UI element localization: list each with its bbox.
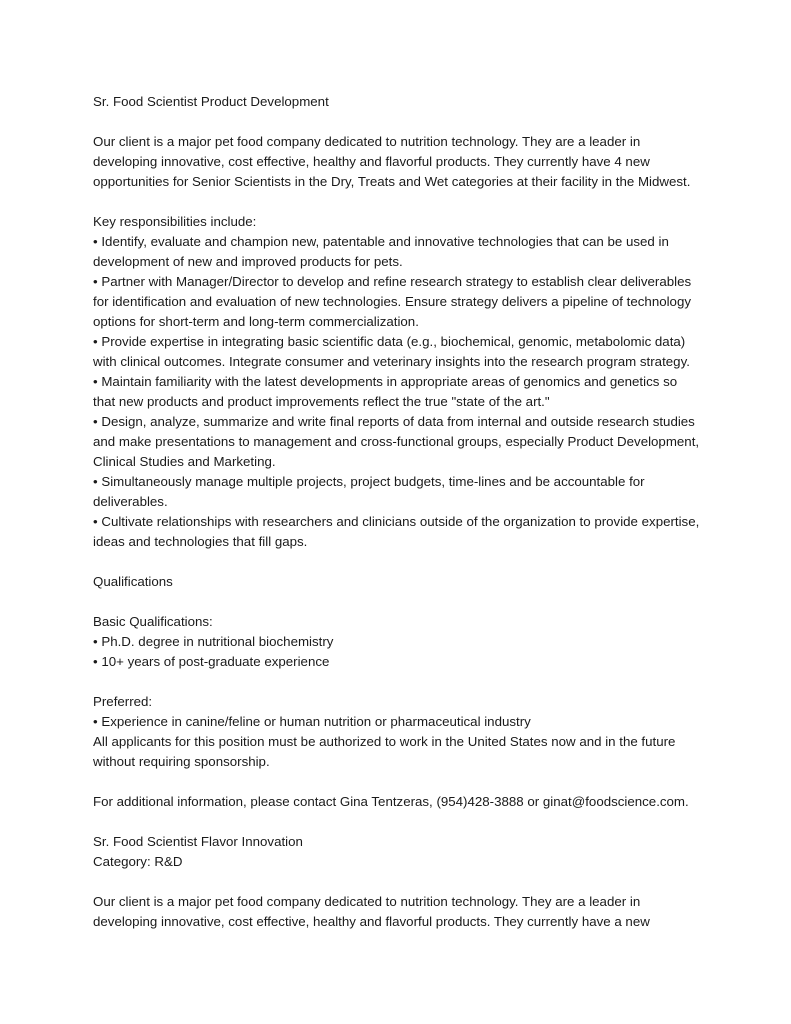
- responsibility-line: for identification and evaluation of new technologies. Ensure strategy delivers a pipeline of technology: [93, 294, 691, 309]
- spacer: [93, 672, 713, 692]
- spacer: [93, 772, 713, 792]
- contact-line: For additional information, please contact Gina Tentzeras, (954)428-3888 or ginat@foodscience.com.: [93, 794, 689, 809]
- spacer: [93, 872, 713, 892]
- basic-qualifications-heading: Basic Qualifications:: [93, 614, 213, 629]
- responsibility-line: options for short-term and long-term commercialization.: [93, 314, 419, 329]
- intro-line: Our client is a major pet food company dedicated to nutrition technology. They are a leader in: [93, 134, 641, 149]
- responsibility-line: • Maintain familiarity with the latest developments in appropriate areas of genomics and genetics so: [93, 374, 678, 389]
- responsibility-line: with clinical outcomes. Integrate consumer and veterinary insights into the research program strategy.: [93, 354, 690, 369]
- responsibility-line: Clinical Studies and Marketing.: [93, 454, 276, 469]
- spacer: [93, 192, 713, 212]
- preferred-item: All applicants for this position must be authorized to work in the United States now and in the future: [93, 734, 676, 749]
- responsibilities-heading: Key responsibilities include:: [93, 214, 257, 229]
- basic-qualification-item: • Ph.D. degree in nutritional biochemistry: [93, 634, 334, 649]
- job-title-flavor-innovation: Sr. Food Scientist Flavor Innovation: [93, 834, 303, 849]
- spacer: [93, 592, 713, 612]
- preferred-item: • Experience in canine/feline or human nutrition or pharmaceutical industry: [93, 714, 531, 729]
- responsibility-line: development of new and improved products for pets.: [93, 254, 403, 269]
- responsibility-line: deliverables.: [93, 494, 168, 509]
- preferred-item: without requiring sponsorship.: [93, 754, 270, 769]
- responsibility-line: and make presentations to management and cross-functional groups, especially Product Development,: [93, 434, 700, 449]
- intro-line: opportunities for Senior Scientists in the Dry, Treats and Wet categories at their facility in the Midwest.: [93, 174, 691, 189]
- responsibility-line: • Partner with Manager/Director to develop and refine research strategy to establish clear deliverables: [93, 274, 692, 289]
- spacer: [93, 552, 713, 572]
- responsibility-line: ideas and technologies that fill gaps.: [93, 534, 308, 549]
- responsibility-line: • Design, analyze, summarize and write final reports of data from internal and outside research studies: [93, 414, 695, 429]
- job-title-product-development: Sr. Food Scientist Product Development: [93, 94, 329, 109]
- responsibility-line: • Identify, evaluate and champion new, patentable and innovative technologies that can be used in: [93, 234, 669, 249]
- spacer: [93, 812, 713, 832]
- responsibility-line: • Simultaneously manage multiple projects, project budgets, time-lines and be accountable for: [93, 474, 645, 489]
- intro-line: Our client is a major pet food company dedicated to nutrition technology. They are a leader in: [93, 894, 641, 909]
- category-line: Category: R&D: [93, 854, 183, 869]
- responsibility-line: that new products and product improvements reflect the true "state of the art.": [93, 394, 550, 409]
- spacer: [93, 112, 713, 132]
- document-page: [93, 92, 713, 932]
- qualifications-heading: Qualifications: [93, 574, 173, 589]
- intro-line: developing innovative, cost effective, healthy and flavorful products. They currently have 4 new: [93, 154, 650, 169]
- basic-qualification-item: • 10+ years of post-graduate experience: [93, 654, 330, 669]
- responsibility-line: • Provide expertise in integrating basic scientific data (e.g., biochemical, genomic, metabolomic data): [93, 334, 686, 349]
- intro-line: developing innovative, cost effective, healthy and flavorful products. They currently have a new: [93, 914, 650, 929]
- responsibility-line: • Cultivate relationships with researchers and clinicians outside of the organization to provide expertise,: [93, 514, 700, 529]
- preferred-heading: Preferred:: [93, 694, 153, 709]
